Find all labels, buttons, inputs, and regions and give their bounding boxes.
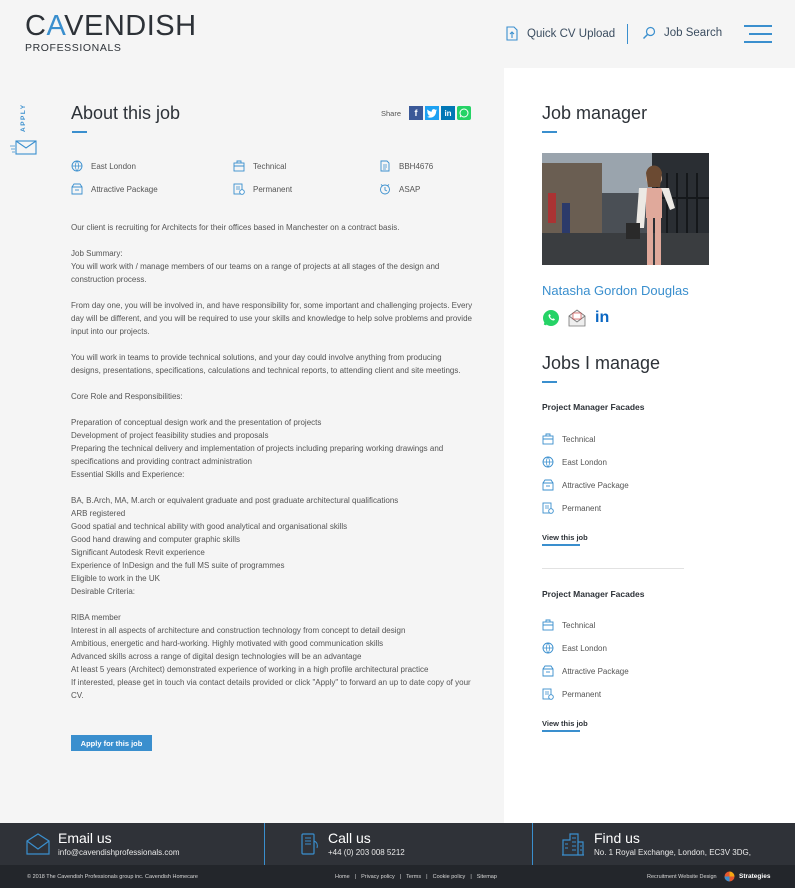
design-credit[interactable]: Recruitment Website Design xyxy=(647,874,717,880)
managed-job-title[interactable]: Project Manager Facades xyxy=(542,589,645,599)
footer-link-home[interactable]: Home xyxy=(335,874,350,880)
managed-job-location-value: East London xyxy=(562,643,607,653)
managed-job-package-value: Attractive Package xyxy=(562,480,629,490)
apply-side-tab[interactable] xyxy=(10,100,40,160)
whatsapp-icon[interactable] xyxy=(542,309,560,327)
menu-line xyxy=(749,33,772,35)
desc-line: Core Role and Responsibilities: xyxy=(71,392,183,401)
cv-upload-icon xyxy=(505,26,519,41)
desc-line: Desirable Criteria: xyxy=(71,587,136,596)
find-title: Find us xyxy=(594,830,640,846)
envelope-icon xyxy=(10,140,38,156)
menu-button[interactable] xyxy=(744,23,772,45)
job-description xyxy=(71,221,473,702)
footer-link-separator: | xyxy=(470,874,472,880)
desc-line: ARB registered xyxy=(71,509,126,518)
linkedin-icon[interactable]: in xyxy=(595,309,610,326)
desc-line: Good hand drawing and computer graphic skills xyxy=(71,535,240,544)
manager-name[interactable]: Natasha Gordon Douglas xyxy=(542,283,689,298)
desc-line: Our client is recruiting for Architects for their offices based in Manchester on a contract basis. xyxy=(71,223,400,232)
share-label: Share xyxy=(381,108,402,118)
heading-underline xyxy=(542,381,557,383)
desc-line: You will work with / manage members of our teams on a range of projects at all stages of the design and construction process. xyxy=(71,262,440,284)
managed-job-location xyxy=(542,642,607,654)
desc-line: You will work in teams to provide technical solutions, and your day could involve anything from producing designs, presentations, specifications, calculations and technical reports, to attending client and site meetings. xyxy=(71,353,461,375)
desc-line: Preparation of conceptual design work and the presentation of projects xyxy=(71,418,322,427)
contract-icon xyxy=(542,502,554,514)
footer-links xyxy=(335,874,497,880)
desc-line: Interest in all aspects of architecture and construction technology from concept to detail design xyxy=(71,626,406,635)
email-title: Email us xyxy=(58,830,112,846)
footer-contact-bar xyxy=(0,823,795,865)
footer-divider xyxy=(532,823,533,865)
site-header xyxy=(0,0,795,68)
job-search-label: Job Search xyxy=(664,27,723,39)
share-bar xyxy=(381,106,471,120)
desc-line: At least 5 years (Architect) demonstrated experience of working in a high profile architectural practice xyxy=(71,665,429,674)
link-underline xyxy=(542,730,580,732)
footer-link-sitemap[interactable]: Sitemap xyxy=(476,874,497,880)
contract-icon xyxy=(542,688,554,700)
globe-icon xyxy=(542,456,554,468)
fact-reference xyxy=(379,160,433,172)
twitter-icon[interactable] xyxy=(425,106,439,120)
fact-sector-value: Technical xyxy=(253,161,287,171)
clock-icon xyxy=(379,183,391,195)
desc-line: If interested, please get in touch via contact details provided or click "Apply" to forward an up to date copy of your CV. xyxy=(71,678,471,700)
address: No. 1 Royal Exchange, London, EC3V 3DG, xyxy=(594,848,751,857)
about-job-heading: About this job xyxy=(71,103,181,123)
job-card-divider xyxy=(542,568,684,569)
managed-job-sector-value: Technical xyxy=(562,620,596,630)
package-icon xyxy=(542,479,554,491)
job-search-link[interactable] xyxy=(642,26,722,40)
header-divider xyxy=(627,24,628,44)
fact-start xyxy=(379,183,420,195)
email-icon[interactable] xyxy=(568,309,586,327)
heading-underline xyxy=(542,131,557,133)
desc-line: BA, B.Arch, MA, M.arch or equivalent graduate and post graduate architectural qualifications xyxy=(71,496,399,505)
footer-divider xyxy=(264,823,265,865)
logo-wordmark: CAVENDISH xyxy=(25,10,197,42)
desc-line: Essential Skills and Experience: xyxy=(71,470,185,479)
managed-job-package-value: Attractive Package xyxy=(562,666,629,676)
managed-job-package xyxy=(542,665,629,677)
footer-link-separator: | xyxy=(399,874,402,880)
cv-upload-label: Quick CV Upload xyxy=(527,27,616,40)
desc-line: Eligible to work in the UK xyxy=(71,574,160,583)
globe-icon xyxy=(71,160,83,172)
email-address[interactable]: info@cavendishprofessionals.com xyxy=(58,848,180,857)
footer-link-terms[interactable]: Terms xyxy=(406,874,422,880)
briefcase-icon xyxy=(542,433,554,445)
managed-job-sector-value: Technical xyxy=(562,434,596,444)
view-job-link[interactable]: View this job xyxy=(542,719,588,728)
footer-legal-bar xyxy=(0,865,795,888)
managed-job-sector xyxy=(542,433,595,445)
fact-sector xyxy=(233,160,286,172)
phone-icon xyxy=(300,833,320,855)
desc-line: Preparing the technical delivery and implementation of projects including preparing working drawings and specifications and providing contract administration xyxy=(71,444,444,466)
jobs-i-manage-heading: Jobs I manage xyxy=(542,353,661,373)
building-icon xyxy=(561,832,585,856)
apply-tab-label: APPLY xyxy=(20,103,27,132)
linkedin-icon[interactable]: in xyxy=(441,106,455,120)
heading-underline xyxy=(72,131,87,133)
call-title: Call us xyxy=(328,830,371,846)
package-icon xyxy=(71,183,83,195)
desc-line: Significant Autodesk Revit experience xyxy=(71,548,205,557)
quick-cv-upload-link[interactable] xyxy=(505,26,615,41)
view-job-link[interactable]: View this job xyxy=(542,533,588,542)
menu-line xyxy=(744,41,772,43)
fact-reference-value: BBH4676 xyxy=(399,161,434,171)
link-underline xyxy=(542,544,580,546)
facebook-icon[interactable]: f xyxy=(409,106,423,120)
document-icon xyxy=(379,160,391,172)
fact-location xyxy=(71,160,136,172)
envelope-icon xyxy=(26,833,50,855)
fact-location-value: East London xyxy=(91,161,136,171)
desc-line: Ambitious, energetic and hard-working. Highly motivated with good communication skills xyxy=(71,639,384,648)
managed-job-type-value: Permanent xyxy=(562,689,602,699)
desc-line: From day one, you will be involved in, and have responsibility for, some important and challenging projects. Every day will be different, and you will be required to use your skills and knowledge to help solve problems and provide input into our projects. xyxy=(71,301,473,336)
apply-button[interactable]: Apply for this job xyxy=(71,735,152,751)
logo[interactable] xyxy=(25,12,197,54)
managed-job-type xyxy=(542,502,601,514)
managed-job-type-value: Permanent xyxy=(562,503,602,513)
fact-type xyxy=(233,183,292,195)
footer-link-cookies[interactable]: Cookie policy xyxy=(432,874,466,880)
strategies-logo-icon xyxy=(724,871,735,882)
contract-icon xyxy=(233,183,245,195)
desc-line: Good spatial and technical ability with good analytical and organisational skills xyxy=(71,522,348,531)
strategies-logo-text: Strategies xyxy=(739,873,771,880)
strategies-logo[interactable] xyxy=(724,871,770,882)
fact-package-value: Attractive Package xyxy=(91,184,158,194)
briefcase-icon xyxy=(233,160,245,172)
job-manager-heading: Job manager xyxy=(542,103,648,123)
search-icon xyxy=(642,26,656,40)
desc-line: Job Summary: xyxy=(71,249,123,258)
footer-link-privacy[interactable]: Privacy policy xyxy=(361,874,395,880)
desc-line: Experience of InDesign and the full MS suite of programmes xyxy=(71,561,285,570)
managed-job-type xyxy=(542,688,601,700)
menu-line xyxy=(744,25,772,27)
logo-subtitle: PROFESSIONALS xyxy=(25,42,122,54)
fact-type-value: Permanent xyxy=(253,184,293,194)
desc-line: RIBA member xyxy=(71,613,121,622)
managed-job-package xyxy=(542,479,629,491)
footer-link-separator: | xyxy=(354,874,357,880)
managed-job-location xyxy=(542,456,607,468)
globe-icon xyxy=(542,642,554,654)
managed-job-location-value: East London xyxy=(562,457,607,467)
managed-job-sector xyxy=(542,619,595,631)
phone-number[interactable]: +44 (0) 203 008 5212 xyxy=(328,848,405,857)
manager-photo xyxy=(542,153,709,265)
desc-line: Development of project feasibility studies and proposals xyxy=(71,431,269,440)
fact-start-value: ASAP xyxy=(399,184,421,194)
briefcase-icon xyxy=(542,619,554,631)
footer-link-separator: | xyxy=(426,874,428,880)
whatsapp-icon[interactable] xyxy=(457,106,471,120)
copyright: © 2018 The Cavendish Professionals group inc. Cavendish Homecare xyxy=(27,874,198,880)
package-icon xyxy=(542,665,554,677)
managed-job-title[interactable]: Project Manager Facades xyxy=(542,402,645,412)
fact-package xyxy=(71,183,158,195)
desc-line: Advanced skills across a range of digital design technologies will be an advantage xyxy=(71,652,362,661)
